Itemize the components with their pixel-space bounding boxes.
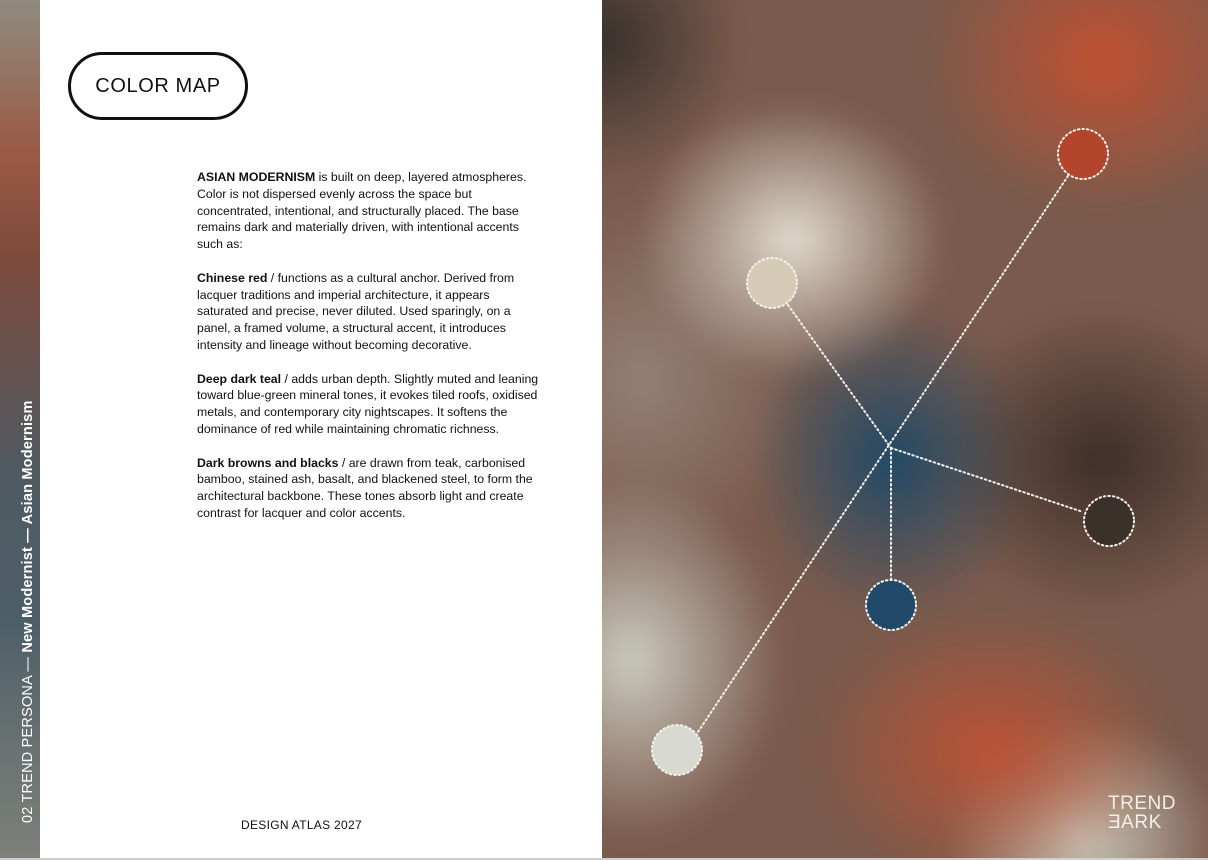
- section-deep-teal: [197, 371, 542, 438]
- connector-line: [788, 305, 891, 448]
- color-gradient-panel: [602, 0, 1208, 858]
- logo-line-1: TREND: [1108, 793, 1176, 814]
- connector-line: [698, 176, 1068, 732]
- section-chinese-red: [197, 270, 542, 354]
- side-spine: [0, 0, 40, 858]
- section-text: / adds urban depth. Slightly muted and leaning toward blue-green mineral tones, it evokes tiled roofs, oxidised metals, and contemporary city nightscapes. It softens the dominance of red while maintaining chromatic richness.: [197, 371, 539, 436]
- section-heading: Chinese red: [197, 270, 268, 285]
- intro-paragraph: [197, 169, 542, 253]
- intro-text: is built on deep, layered atmospheres. Color is not dispersed evenly across the space but concentrated, intentional, and structurally placed. The base remains dark and materially driven, with intentional accents such as:: [197, 170, 527, 252]
- swatch-deep-teal: [866, 580, 916, 630]
- section-browns-blacks: [197, 455, 542, 522]
- swatch-chinese-red: [1058, 129, 1108, 179]
- spine-label-persona: New Modernist — Asian Modernism: [20, 400, 36, 653]
- body-copy: [197, 169, 542, 539]
- text-page: [40, 0, 602, 858]
- swatch-cream: [747, 258, 797, 308]
- connector-line: [891, 448, 1083, 512]
- spine-label-prefix: 02 TREND PERSONA —: [20, 652, 36, 823]
- swatch-pale-grey: [652, 725, 702, 775]
- section-heading: Deep dark teal: [197, 371, 282, 386]
- swatch-dark-brown: [1084, 496, 1134, 546]
- section-text: / functions as a cultural anchor. Derived from lacquer traditions and imperial architecture, it appears saturated and precise, never diluted. Used sparingly, on a panel, a framed volume, a structural accent, it introduces intensity and lineage without becoming decorative.: [197, 270, 515, 352]
- section-text: / are drawn from teak, carbonised bamboo, stained ash, basalt, and blackened steel, to form the architectural backbone. These tones absorb light and create contrast for lacquer and color accents.: [197, 455, 533, 520]
- logo-line-2: ƎARK: [1108, 812, 1162, 833]
- trendbark-logo: [1108, 794, 1182, 832]
- page-title: COLOR MAP: [68, 52, 248, 120]
- footer-label: DESIGN ATLAS 2027: [241, 818, 362, 832]
- intro-bold: ASIAN MODERNISM: [197, 170, 316, 184]
- spine-label: [20, 400, 36, 823]
- section-heading: Dark browns and blacks: [197, 455, 339, 470]
- color-map-diagram: [602, 0, 1208, 858]
